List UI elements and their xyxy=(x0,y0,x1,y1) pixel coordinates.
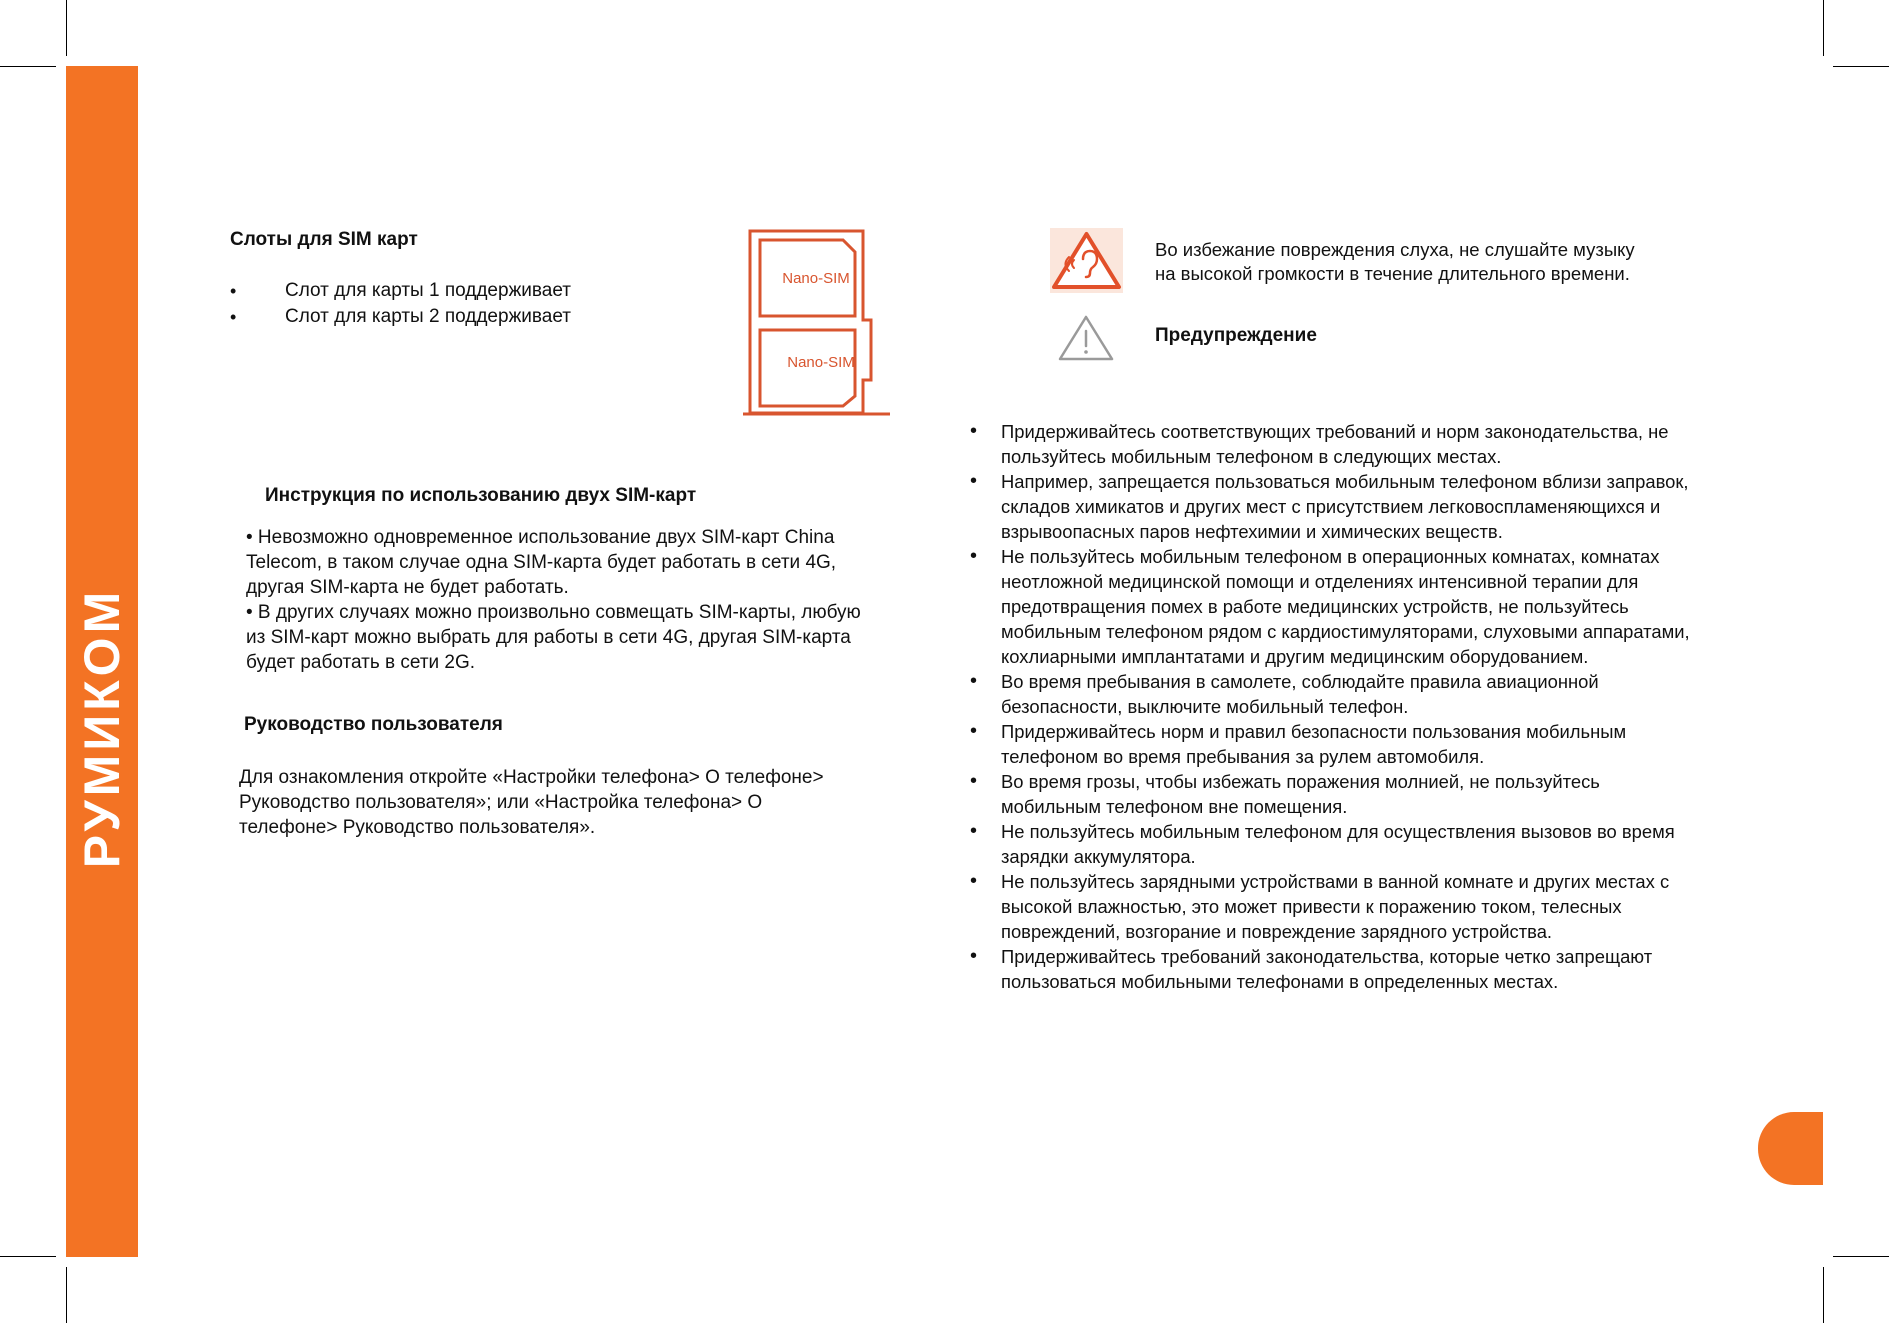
bullet-icon: • xyxy=(230,281,237,301)
dual-sim-line: • В других случаях можно произвольно совмещать SIM-карты, любую xyxy=(246,602,861,623)
hearing-warning-icon xyxy=(1050,228,1123,293)
dual-sim-line: будет работать в сети 2G. xyxy=(246,652,476,673)
list-item: • Придерживайтесь норм и правил безопасности пользования мобильным телефоном во время пребывания за рулем автомобиля. xyxy=(970,719,1690,769)
dual-sim-title: Инструкция по использованию двух SIM-карт xyxy=(265,485,697,506)
user-guide-line: Для ознакомления откройте «Настройки телефона> О телефоне> xyxy=(239,767,824,788)
user-guide-line: Руководство пользователя»; или «Настройка телефона> О xyxy=(239,792,763,813)
list-item: • Не пользуйтесь мобильным телефоном в операционных комнатах, комнатах неотложной медицинской помощи и отделениях интенсивной терапии для предотвращения помех в работе медицинских устройств, не пользуйтесь мобильным телефоном рядом с кардиостимуляторами, слуховыми аппаратами, кохлиарными имплантатами и другим медицинским оборудованием. xyxy=(970,544,1690,669)
list-item: • Во время грозы, чтобы избежать поражения молнией, не пользуйтесь мобильным телефоном вне помещения. xyxy=(970,769,1690,819)
safety-rules-list xyxy=(970,419,1690,994)
list-item: • Во время пребывания в самолете, соблюдайте правила авиационной безопасности, выключите мобильный телефон. xyxy=(970,669,1690,719)
sim-slot-2-label: Nano-SIM xyxy=(787,354,855,371)
sim-tray-illustration xyxy=(738,228,893,420)
brand-wrapper xyxy=(66,66,138,1257)
crop-mark xyxy=(66,0,67,56)
user-guide-line: телефоне> Руководство пользователя». xyxy=(239,817,596,838)
list-item: • Не пользуйтесь мобильным телефоном для осуществления вызовов во время зарядки аккумулятора. xyxy=(970,819,1690,869)
list-item: • Придерживайтесь соответствующих требований и норм законодательства, не пользуйтесь мобильным телефоном в следующих местах. xyxy=(970,419,1690,469)
brand-sidebar xyxy=(66,66,138,1257)
crop-mark xyxy=(0,1256,56,1257)
crop-mark xyxy=(1833,1256,1889,1257)
user-guide-title: Руководство пользователя xyxy=(244,714,503,735)
list-item: • Не пользуйтесь зарядными устройствами в ванной комнате и других местах с высокой влажностью, это может привести к поражению током, телесных повреждений, возгорание и повреждение зарядного устройства. xyxy=(970,869,1690,944)
warning-title: Предупреждение xyxy=(1155,325,1317,346)
dual-sim-line: • Невозможно одновременное использование двух SIM-карт China xyxy=(246,527,835,548)
sim-slot-1-label: Nano-SIM xyxy=(782,270,850,287)
dual-sim-line: Telecom, в таком случае одна SIM-карта будет работать в сети 4G, xyxy=(246,552,837,573)
hearing-warning-line: на высокой громкости в течение длительного времени. xyxy=(1155,263,1630,284)
sim-slot-2-text: Слот для карты 2 поддерживает xyxy=(285,306,571,327)
hearing-warning-line: Во избежание повреждения слуха, не слушайте музыку xyxy=(1155,239,1635,260)
bullet-icon: • xyxy=(230,307,237,327)
dual-sim-line: из SIM-карт можно выбрать для работы в сети 4G, другая SIM-карта xyxy=(246,627,851,648)
warning-triangle-icon xyxy=(1057,313,1115,363)
crop-mark xyxy=(66,1267,67,1323)
sim-tray-outline xyxy=(750,231,871,413)
crop-mark xyxy=(1833,66,1889,67)
sim-slot-1-text: Слот для карты 1 поддерживает xyxy=(285,280,571,301)
crop-mark xyxy=(1823,0,1824,56)
list-item: • Придерживайтесь требований законодательства, которые четко запрещают пользоваться мобильными телефонами в определенных местах. xyxy=(970,944,1690,994)
brand-name: РУМИКОМ xyxy=(74,587,130,869)
page-tab xyxy=(1758,1112,1823,1185)
list-item: • Например, запрещается пользоваться мобильным телефоном вблизи заправок, складов химикатов и других мест с присутствием легковоспламеняющихся и взрывоопасных паров нефтехимии и химических веществ. xyxy=(970,469,1690,544)
crop-mark xyxy=(1823,1267,1824,1323)
sim-slots-title: Слоты для SIM карт xyxy=(230,229,418,250)
dual-sim-line: другая SIM-карта не будет работать. xyxy=(246,577,569,598)
crop-mark xyxy=(0,66,56,67)
